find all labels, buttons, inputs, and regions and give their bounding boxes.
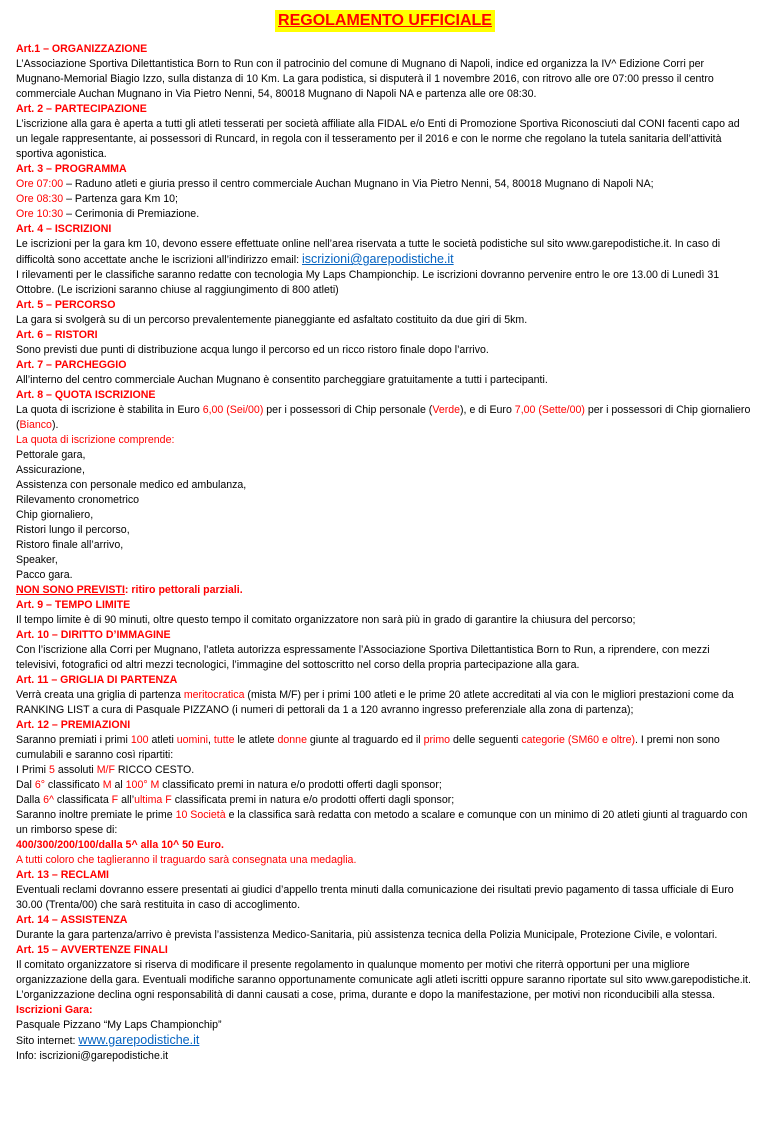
refund-amounts: 400/300/200/100/dalla 5^ alla 10^ 50 Euro. <box>16 839 224 851</box>
prize-text: classificata premi in natura e/o prodotti offerti dagli sponsor; <box>171 794 455 806</box>
prize-text: Dal <box>16 779 35 791</box>
prize-highlight: categorie (SM60 e oltre) <box>521 734 635 746</box>
art4-text-2: I rilevamenti per le classifiche saranno redatte con tecnologia My Laps Championchip. Le iscrizioni dovranno pervenire entro le ore 13.00 di Lunedì 31 Ottobre. (Le iscrizioni saranno chiuse al raggiungimento di 800 atleti) <box>16 269 720 296</box>
fee-include-item: Assistenza con personale medico ed ambulanza, <box>16 479 247 491</box>
art3-heading: Art. 3 – PROGRAMMA <box>16 163 127 175</box>
prize-text: classificato <box>44 779 103 791</box>
prize-highlight: donne <box>277 734 307 746</box>
prize-line-women <box>16 793 754 808</box>
fee-include-item: Assicurazione, <box>16 464 85 476</box>
fee-text: ). <box>51 419 59 431</box>
fee-text: per i possessori di Chip personale ( <box>263 404 433 416</box>
art2-text: L’iscrizione alla gara è aperta a tutti gli atleti tesserati per società affiliate alla FIDAL e/o Enti di Promozione Sportiva Riconosciuti dal CONI facenti capo ad un legale rappresentante, ai possessori di Runcard, in regola con il tesseramento per il 2016 e con le norme che regolano la tutela sanitaria dell’attività sportiva agonistica. <box>16 118 740 160</box>
prize-text: delle seguenti <box>450 734 522 746</box>
fee-include-item: Ristoro finale all’arrivo, <box>16 539 124 551</box>
prize-text: Saranno inoltre premiate le prime <box>16 809 176 821</box>
fee-price-personal: 6,00 (Sei/00) <box>202 404 264 416</box>
art5-heading: Art. 5 – PERCORSO <box>16 299 116 311</box>
prize-highlight: 100° M <box>125 779 160 791</box>
fee-include-item: Speaker, <box>16 554 58 566</box>
contact-name: Pasquale Pizzano “My Laps Championchip” <box>16 1019 222 1031</box>
art9-heading: Art. 9 – TEMPO LIMITE <box>16 599 131 611</box>
art10-heading: Art. 10 – DIRITTO D’IMMAGINE <box>16 629 171 641</box>
document-title: REGOLAMENTO UFFICIALE <box>275 10 495 32</box>
art4-heading: Art. 4 – ISCRIZIONI <box>16 223 112 235</box>
art7-text: All’interno del centro commerciale Auchan Mugnano è consentito parcheggiare gratuitamente a tutti i partecipanti. <box>16 374 548 386</box>
prize-line-societies <box>16 808 754 838</box>
fee-include-item: Ristori lungo il percorso, <box>16 524 130 536</box>
art4-text <box>16 237 754 268</box>
website-link[interactable]: www.garepodistiche.it <box>78 1033 200 1047</box>
prize-text: e la classifica sarà redatta con metodo a scalare e comunque con un minimo di 20 atleti giunti al traguardo con un rimborso spese di: <box>16 809 748 836</box>
program-text: – Cerimonia di Premiazione. <box>63 208 200 220</box>
grid-meritocratic: meritocratica <box>183 689 245 701</box>
prize-highlight: M <box>102 779 112 791</box>
fee-text: per i possessori di Chip giornaliero ( <box>16 404 751 431</box>
regulation-document <box>16 10 754 1064</box>
prize-highlight: uomini <box>176 734 208 746</box>
art12-heading: Art. 12 – PREMIAZIONI <box>16 719 131 731</box>
prize-highlight: 100 <box>130 734 149 746</box>
program-item <box>16 177 754 192</box>
prize-text: , <box>207 734 214 746</box>
email-link[interactable]: iscrizioni@garepodistiche.it <box>301 252 454 266</box>
prize-text: giunte al traguardo ed il <box>306 734 424 746</box>
prize-line-top5 <box>16 763 754 778</box>
grid-text: (mista M/F) per i primi 100 atleti e le prime 20 atlete accreditati al via con le migliori prestazioni come da RANKING LIST a cura di Pasquale PIZZANO (i numeri di pettorali da 1 a 120 avranno ingresso preferenziale alla zona di partenza); <box>16 689 734 716</box>
website-line <box>16 1033 754 1049</box>
prize-highlight: ultima F <box>134 794 172 806</box>
program-item <box>16 207 754 222</box>
art14-text: Durante la gara partenza/arrivo è prevista l’assistenza Medico-Sanitaria, più assistenza tecnica della Polizia Municipale, Protezione Civile, e volontari. <box>16 929 718 941</box>
prize-highlight: primo <box>423 734 451 746</box>
fee-text: La quota di iscrizione è stabilita in Euro <box>16 404 203 416</box>
art10-text: Con l’iscrizione alla Corri per Mugnano, l’atleta autorizza espressamente l’Associazione Sportiva Dilettantistica Born to Run, a riprendere, con mezzi televisivi, fotografici od altri mezzi tecnologici, l’immagine del sottoscritto nel corso della propria partecipazione alla gara. <box>16 644 710 671</box>
prize-highlight: M/F <box>96 764 115 776</box>
art4-text-1: Le iscrizioni per la gara km 10, devono essere effettuate online nell’area riservata a tutte le società podistiche sul sito www.garepodistiche.it. In caso di difficoltà sono accettate anche le iscrizioni all’indirizzo email: <box>16 238 721 266</box>
prize-highlight: 6° <box>34 779 45 791</box>
prize-highlight: tutte <box>213 734 235 746</box>
program-time: Ore 08:30 <box>16 193 64 205</box>
partial-pickup-note <box>16 583 754 598</box>
program-item <box>16 192 754 207</box>
art1-text: L’Associazione Sportiva Dilettantistica Born to Run con il patrocinio del comune di Mugnano di Napoli, indice ed organizza la IV^ Edizione Corri per Mugnano-Memorial Biagio Izzo, sulla distanza di 10 Km. La gara podistica, si disputerà il 1 novembre 2016, con ritrovo alle ore 07:00 presso il centro commerciale Auchan Mugnano in Via Pietro Nenni, 54, 80018 Mugnano di Napoli NA e partenza alle ore 08:30. <box>16 58 714 100</box>
art14-heading: Art. 14 – ASSISTENZA <box>16 914 128 926</box>
art5-text: La gara si svolgerà su di un percorso prevalentemente pianeggiante ed asfaltato costituito da due giri di 5km. <box>16 314 528 326</box>
art12-text <box>16 733 754 763</box>
art13-heading: Art. 13 – RECLAMI <box>16 869 110 881</box>
prize-text: classificata <box>53 794 112 806</box>
fee-include-item: Chip giornaliero, <box>16 509 94 521</box>
art2-heading: Art. 2 – PARTECIPAZIONE <box>16 103 147 115</box>
prize-text: Saranno premiati i primi <box>16 734 131 746</box>
program-text: – Raduno atleti e giuria presso il centro commerciale Auchan Mugnano in Via Pietro Nenni, 54, 80018 Mugnano di Napoli NA; <box>63 178 654 190</box>
chip-color-green: Verde <box>432 404 461 416</box>
chip-color-white: Bianco <box>19 419 52 431</box>
art11-text <box>16 688 754 718</box>
fee-includes-list <box>16 448 754 583</box>
prize-highlight: 10 Società <box>175 809 226 821</box>
art11-heading: Art. 11 – GRIGLIA DI PARTENZA <box>16 674 178 686</box>
art9-text: Il tempo limite è di 90 minuti, oltre questo tempo il comitato organizzatore non sarà più in grado di garantire la chiusura del percorso; <box>16 614 636 626</box>
fee-include-item: Rilevamento cronometrico <box>16 494 140 506</box>
prize-text: al <box>111 779 126 791</box>
art13-text: Eventuali reclami dovranno essere presentati ai giudici d’appello trenta minuti dalla comunicazione dei risultati previo pagamento di tassa ufficiale di Euro 30.00 (Trenta/00) che sarà restituita in caso di accoglimento. <box>16 884 734 911</box>
art8-heading: Art. 8 – QUOTA ISCRIZIONE <box>16 389 156 401</box>
prize-highlight: 6^ <box>43 794 54 806</box>
program-time: Ore 10:30 <box>16 208 64 220</box>
note-prefix: NON SONO PREVISTI <box>16 584 125 596</box>
art6-text: Sono previsti due punti di distribuzione acqua lungo il percorso ed un ricco ristoro finale dopo l’arrivo. <box>16 344 489 356</box>
prize-text: I Primi <box>16 764 49 776</box>
prize-text: all’ <box>118 794 135 806</box>
grid-text: Verrà creata una griglia di partenza <box>16 689 184 701</box>
medal-note: A tutti coloro che taglieranno il traguardo sarà consegnata una medaglia. <box>16 854 357 866</box>
info-email: Info: iscrizioni@garepodistiche.it <box>16 1050 169 1062</box>
prize-text: le atlete <box>234 734 278 746</box>
prize-text: . I premi non sono cumulabili e saranno così ripartiti: <box>16 734 720 761</box>
prize-text: assoluti <box>54 764 97 776</box>
prize-text: classificato premi in natura e/o prodotti offerti dagli sponsor; <box>159 779 442 791</box>
art7-heading: Art. 7 – PARCHEGGIO <box>16 359 127 371</box>
program-text: – Partenza gara Km 10; <box>63 193 178 205</box>
fee-price-daily: 7,00 (Sette/00) <box>514 404 585 416</box>
art15-heading: Art. 15 – AVVERTENZE FINALI <box>16 944 168 956</box>
website-label: Sito internet: <box>16 1035 79 1047</box>
prize-highlight: F <box>111 794 119 806</box>
prize-text: atleti <box>148 734 177 746</box>
fee-text: ), e di Euro <box>460 404 515 416</box>
fee-includes-heading: La quota di iscrizione comprende: <box>16 434 175 446</box>
title-block <box>16 10 754 32</box>
fee-include-item: Pacco gara. <box>16 569 73 581</box>
art15-text: Il comitato organizzatore si riserva di modificare il presente regolamento in qualunque momento per motivi che riterrà opportuni per una migliore organizzazione della gara. Eventuali modifiche saranno opportunamente comunicate agli atleti iscritti oppure saranno riportate sul sito www.garepodistiche.it. L’organizzazione declina ogni responsabilità di danni causati a cose, prima, durante e dopo la manifestazione, per motivi non riconducibili alla stessa. <box>16 959 751 1001</box>
program-time: Ore 07:00 <box>16 178 64 190</box>
registration-heading: Iscrizioni Gara: <box>16 1004 93 1016</box>
prize-text: RICCO CESTO. <box>114 764 195 776</box>
art1-heading: Art.1 – ORGANIZZAZIONE <box>16 43 148 55</box>
prize-highlight: 5 <box>48 764 55 776</box>
prize-line-men <box>16 778 754 793</box>
art8-text <box>16 403 754 433</box>
fee-include-item: Pettorale gara, <box>16 449 86 461</box>
note-suffix: : ritiro pettorali parziali. <box>124 584 243 596</box>
art6-heading: Art. 6 – RISTORI <box>16 329 98 341</box>
prize-text: Dalla <box>16 794 44 806</box>
